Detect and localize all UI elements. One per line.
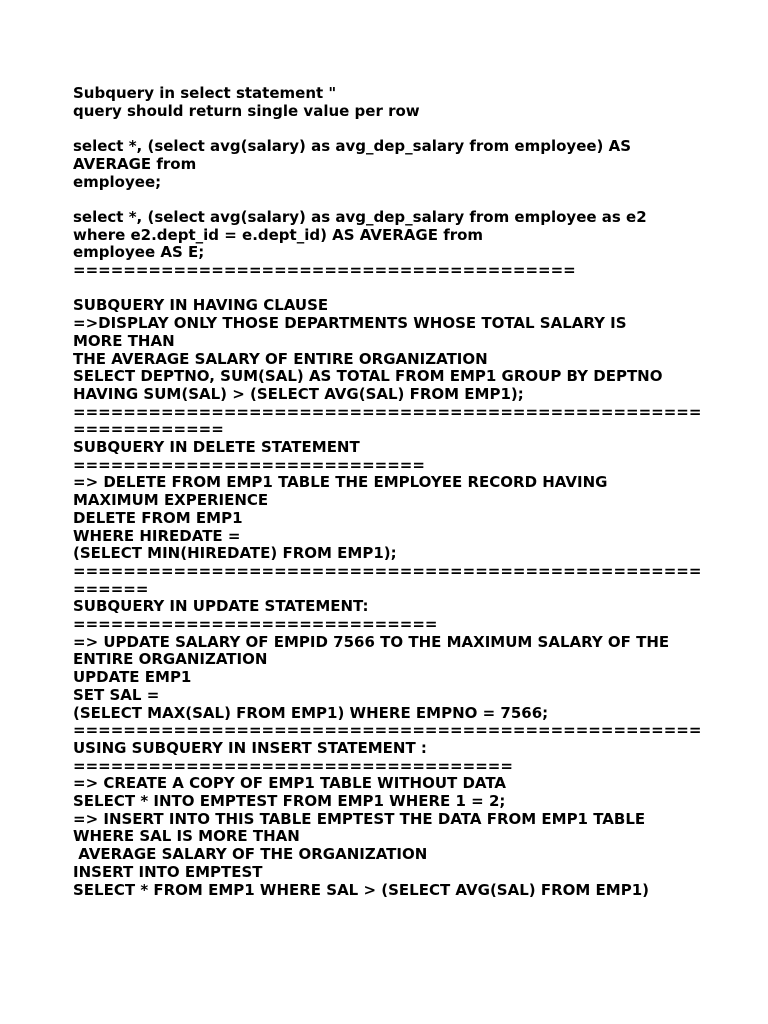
text-line: employee; — [73, 172, 162, 191]
section-heading: SUBQUERY IN DELETE STATEMENT — [73, 438, 360, 457]
text-line: select *, (select avg(salary) as avg_dep_salary from employee) AS — [73, 137, 632, 156]
text-line: SET SAL = — [73, 685, 160, 704]
text-line: => UPDATE SALARY OF EMPID 7566 TO THE MAXIMUM SALARY OF THE — [73, 632, 670, 651]
text-line: select *, (select avg(salary) as avg_dep_salary from employee as e2 — [73, 207, 647, 226]
text-line: UPDATE EMP1 — [73, 668, 192, 687]
text-line: WHERE SAL IS MORE THAN — [73, 827, 300, 846]
document-body — [73, 85, 713, 899]
separator-line: =================================== — [73, 756, 513, 775]
text-line: MAXIMUM EXPERIENCE — [73, 491, 269, 510]
text-line: SELECT DEPTNO, SUM(SAL) AS TOTAL FROM EMP1 GROUP BY DEPTNO — [73, 367, 663, 386]
text-line: SELECT * FROM EMP1 WHERE SAL > (SELECT AVG(SAL) FROM EMP1) — [73, 880, 649, 899]
text-line: WHERE HIREDATE = — [73, 526, 241, 545]
blank-line — [73, 191, 713, 209]
text-line: AVERAGE from — [73, 154, 197, 173]
text-line: ENTIRE ORGANIZATION — [73, 650, 268, 669]
text-line: INSERT INTO EMPTEST — [73, 862, 263, 881]
text-line: THE AVERAGE SALARY OF ENTIRE ORGANIZATION — [73, 349, 488, 368]
separator-line: ================================================== — [73, 721, 702, 740]
text-line: HAVING SUM(SAL) > (SELECT AVG(SAL) FROM EMP1); — [73, 384, 524, 403]
text-line: =>DISPLAY ONLY THOSE DEPARTMENTS WHOSE TOTAL SALARY IS — [73, 314, 627, 333]
text-line: (SELECT MIN(HIREDATE) FROM EMP1); — [73, 544, 397, 563]
text-line: (SELECT MAX(SAL) FROM EMP1) WHERE EMPNO = 7566; — [73, 703, 549, 722]
text-line: query should return single value per row — [73, 101, 420, 120]
separator-line: ================================================== — [73, 402, 702, 421]
blank-line — [73, 280, 713, 298]
text-line: => INSERT INTO THIS TABLE EMPTEST THE DATA FROM EMP1 TABLE — [73, 809, 646, 828]
text-line: where e2.dept_id = e.dept_id) AS AVERAGE from — [73, 225, 484, 244]
text-line: DELETE FROM EMP1 — [73, 508, 243, 527]
section-heading: SUBQUERY IN HAVING CLAUSE — [73, 296, 329, 315]
text-line: SELECT * INTO EMPTEST FROM EMP1 WHERE 1 = 2; — [73, 792, 506, 811]
text-line: AVERAGE SALARY OF THE ORGANIZATION — [73, 845, 428, 864]
separator-line: ====== — [73, 579, 149, 598]
separator-line: ======================================== — [73, 261, 576, 279]
separator-line: ============ — [73, 420, 224, 439]
text-line: => CREATE A COPY OF EMP1 TABLE WITHOUT DATA — [73, 774, 507, 793]
text-line: Subquery in select statement " — [73, 84, 337, 102]
section-heading: SUBQUERY IN UPDATE STATEMENT: — [73, 597, 369, 616]
blank-line — [73, 120, 713, 138]
section-heading: USING SUBQUERY IN INSERT STATEMENT : — [73, 738, 427, 757]
text-line: MORE THAN — [73, 331, 175, 350]
separator-line: ============================ — [73, 455, 425, 474]
separator-line: ================================================== — [73, 561, 702, 580]
text-line: employee AS E; — [73, 243, 205, 262]
separator-line: ============================= — [73, 615, 438, 634]
text-line: => DELETE FROM EMP1 TABLE THE EMPLOYEE RECORD HAVING — [73, 473, 608, 492]
